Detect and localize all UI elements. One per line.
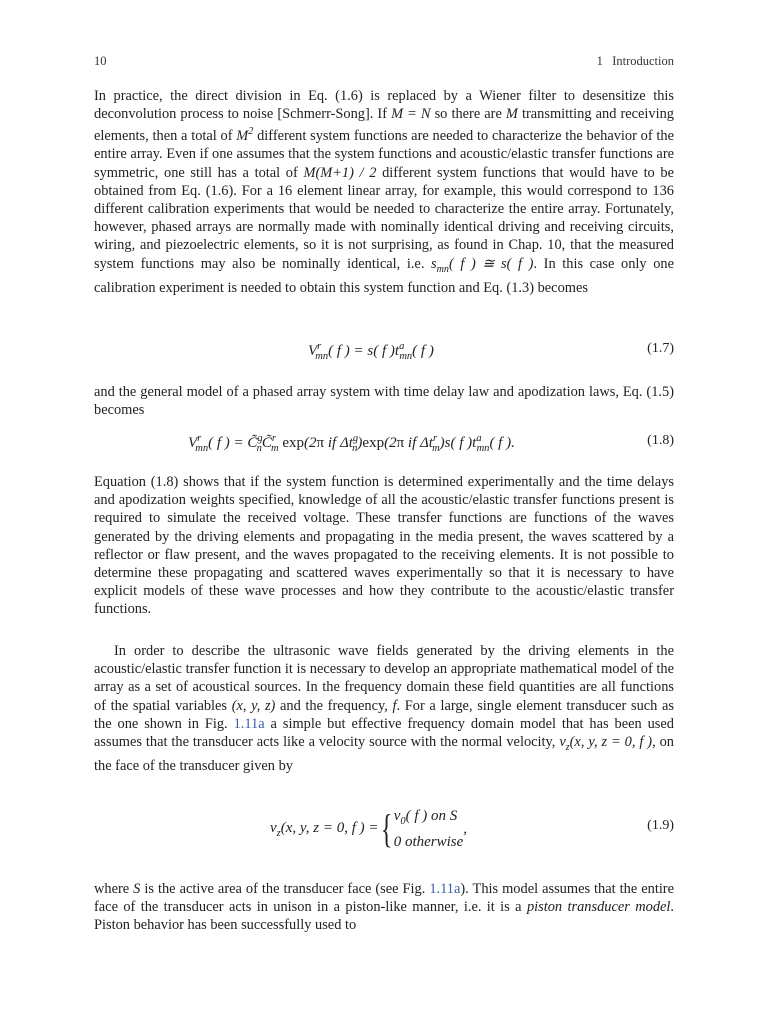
running-header — [94, 54, 674, 70]
inline-math: f — [392, 697, 397, 714]
inline-math: $v_z(x$, y, z = 0, f ) — [559, 734, 653, 753]
emphasis: piston transducer model — [526, 899, 671, 916]
inline-math: S — [133, 881, 141, 897]
equation-1-8 — [94, 433, 674, 457]
inline-math: M — [505, 106, 518, 123]
equation-number: (1.8) — [647, 433, 674, 448]
chapter-title: 1 Introduction — [596, 54, 674, 68]
inline-math: M = N — [391, 106, 431, 123]
equation-1-9 — [94, 806, 674, 852]
equation-body: $v_z(x$, y, z = 0, f ) ={ $v_0$( f ) on S 0 otherwise, — [270, 806, 468, 851]
page-number: 10 — [94, 54, 107, 68]
inline-math: $s_{mn}$( f ) ≅ s( f ) — [431, 255, 534, 275]
equation-number: (1.9) — [647, 818, 674, 833]
paragraph-2: and the general model of a phased array system with time delay law and apodization laws, Eq. (1.5) becomes — [94, 384, 674, 419]
figure-link[interactable]: 1.11a — [233, 715, 265, 732]
paragraph-5: where S is the active area of the transducer face (see Fig. 1.11a). This model assumes that the entire face of the transducer acts in unison in a piston-like manner, i.e. it is a piston transducer model. Piston behavior has been successfully used to — [94, 881, 675, 934]
paragraph-1: In practice, the direct division in Eq. (1.6) is replaced by a Wiener filter to desensitize this deconvolution process to noise [Schmerr-Song]. If M = N so there are M transmitting and receiving elements, then a total of $M^2$ different system functions are needed to characterize the behavior of the entire array. Even if one assumes that the system functions and acoustic/elastic transfer functions are symmetric, one still has a total of M(M+1) / 2 different system functions that would have to be obtained from Eq. (1.6). For a 16 element linear array, for example, this would correspond to 136 different calibration experiments that would be needed to characterize the entire array. Fortunately, however, phased arrays are normally made with nominally identical driving and receiving circuits, wiring, and piezoelectric elements, so it is not surprising, as found in Chap. 10, that the measured system functions may also be nominally identical, i.e. $s_{mn}$( f ) ≅ s( f ). In this case only one calibration experiment is needed to obtain this system function and Eq. (1.3) becomes — [94, 88, 674, 296]
inline-math: (x, y, z) — [231, 697, 276, 714]
equation-body: $V^r_{mn}$( f ) = s( f )$t^a_{mn}$( f ) — [308, 341, 434, 362]
figure-link[interactable]: 1.11a — [429, 881, 461, 897]
paragraph-3: Equation (1.8) shows that if the system function is determined experimentally and the time delays and apodization weights specified, knowledge of all the acoustic/elastic transfer functions present is required to simulate the received voltage. These transfer functions are functions of the waves generated by the driving elements and propagating in the media present, the waves scattered by a reflector or flaw present, and the waves propagated to the receiving elements. It is not possible to determine these propagating and scattered waves experimentally so that it is necessary to have explicit models of these wave processes and how they contribute to the acoustic/elastic transfer functions. — [94, 474, 674, 618]
equation-body: $V^r_{mn}$( f ) = C̃$^g_n$C̃$^r_m$ exp(2π if $\Delta t^g_n)\exp(2\pi$ if $\Delta t^r_m)s$( f )$t^a_{mn}$( f ). — [188, 433, 515, 454]
equation-number: (1.7) — [647, 341, 674, 356]
paragraph-4: In order to describe the ultrasonic wave fields generated by the driving elements in the acoustic/elastic transfer function it is necessary to develop an appropriate mathematical model of the array as a set of acoustical sources. In the frequency domain these field quantities are all functions of the spatial variables (x, y, z) and the frequency, f. For a large, single element transducer such as the one shown in Fig. 1.11a a simple but effective frequency domain model that has been used assumes that the transducer acts like a velocity source with the normal velocity, $v_z(x$, y, z = 0, f ), on the face of the transducer given by — [94, 643, 675, 775]
equation-1-7 — [94, 341, 674, 365]
inline-math: M(M+1) / 2 — [303, 164, 377, 181]
inline-math: $M^2$ — [236, 126, 254, 145]
